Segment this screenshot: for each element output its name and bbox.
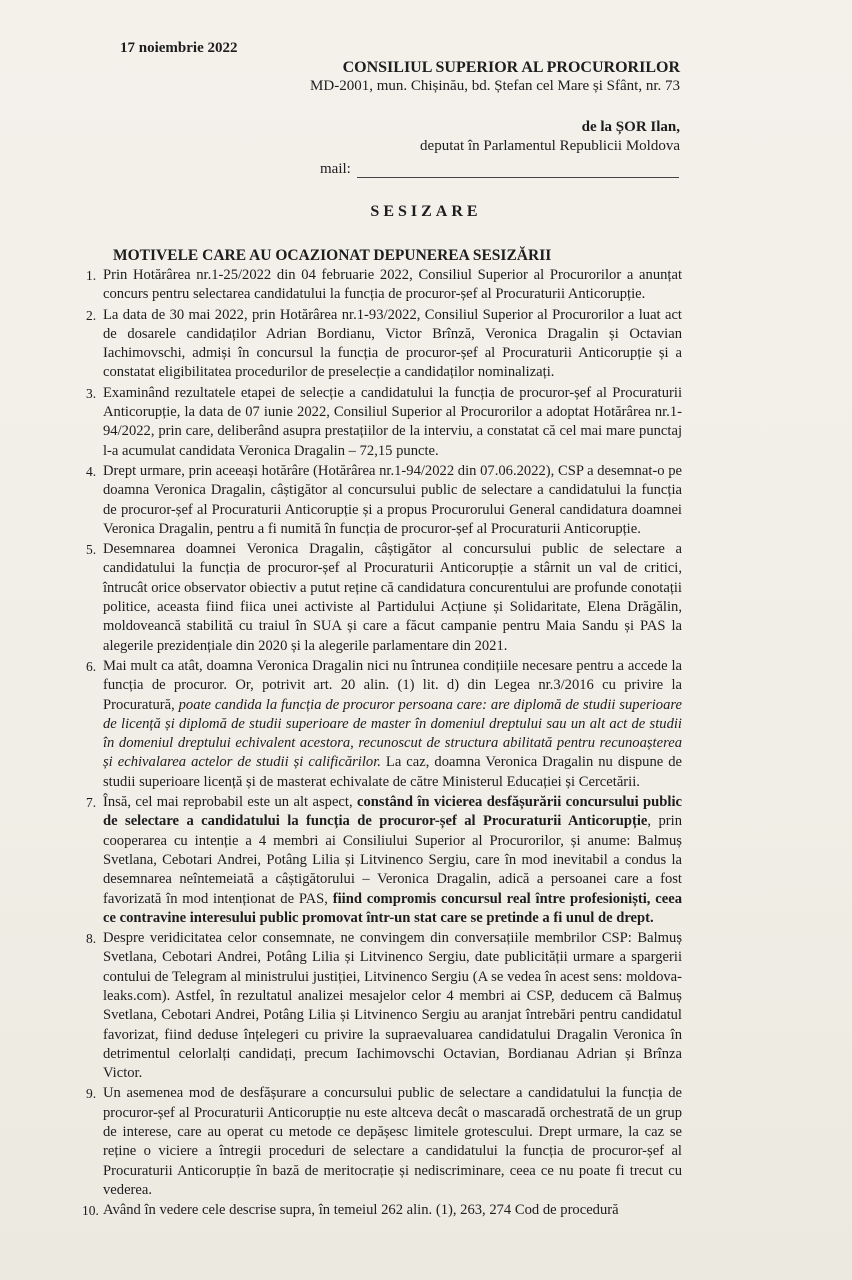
- list-item-number: 9.: [86, 1086, 97, 1102]
- section-title: MOTIVELE CARE AU OCAZIONAT DEPUNEREA SESIZĂRII: [113, 247, 552, 264]
- list-item-number: 3.: [86, 385, 97, 401]
- list-item-text: La caz, doamna Veronica Dragalin nu dispune de studii superioare licență și de masterat echivalate de către Ministerul Educației și Cercetării.: [103, 754, 683, 790]
- list-item: [86, 462, 682, 539]
- sender-block: [420, 118, 680, 156]
- list-item-number: 5.: [86, 542, 97, 558]
- recipient-address: MD-2001, mun. Chișinău, bd. Ștefan cel Mare și Sfânt, nr. 73: [310, 78, 680, 94]
- list-item: [86, 657, 682, 792]
- list-item-number: 4.: [86, 463, 97, 479]
- list-item-number: 6.: [86, 658, 97, 674]
- list-item: [86, 306, 682, 383]
- list-item-number: 7.: [86, 795, 97, 811]
- mail-row: [320, 161, 679, 178]
- list-item-text: Drept urmare, prin aceeași hotărâre (Hotărârea nr.1-94/2022 din 07.06.2022), CSP a desemnat-o pe doamna Veronica Dragalin, câștigător al concursului public de selectare a candidatului la funcția de procuror-șef al Procuraturii Anticorupție și a propus Procurorului General candidatura doamnei Veronica Dragalin, pentru a fi numită în funcția de procuror-șef al Procuraturii Anticorupție.: [103, 462, 682, 537]
- sender-title: deputat în Parlamentul Republicii Moldova: [420, 138, 680, 154]
- recipient-name: CONSILIUL SUPERIOR AL PROCURORILOR: [342, 59, 680, 76]
- list-item: [86, 929, 682, 1083]
- list-item: [86, 1084, 682, 1200]
- numbered-list: [82, 266, 683, 1222]
- list-item: [86, 266, 682, 305]
- list-item: [82, 1201, 682, 1220]
- list-item-number: 10.: [82, 1203, 99, 1219]
- mail-blank-line: [357, 165, 679, 178]
- document-date: 17 noiembrie 2022: [120, 40, 238, 56]
- list-item-text: Despre veridicitatea celor consemnate, ne convingem din conversațiile membrilor CSP: Balmuș Svetlana, Cebotari Andrei, Potâng Lilia și Litvinenco Sergiu, date publicității urmare a spargerii contului de Telegram al ministrului justiției, Litvinenco Sergiu (A se vedea în acest sens: moldova-leaks.com). Astfel, în rezultatul analizei mesajelor celor 4 membri ai CSP, deducem că Balmuș Svetlana, Cebotari Andrei, Potâng Lilia și Litvinenco Sergiu au aranjat întrebări pentru candidatul favorizat, fiind deduse înțelegeri cu privire la supraevaluarea candidatului Dragalin Veronica în detrimentul celorlalți candidați, precum Iachimovschi Octavian, Bordianau Adrian și Brînza Victor.: [103, 930, 682, 1082]
- recipient-block: [310, 58, 680, 96]
- list-item-text: constând în vicierea desfășurării concursului public de selectare a candidatului la funcția de procuror-șef al Procuraturii Anticorupție: [103, 794, 682, 830]
- list-item-text: , prin cooperarea cu intenție a 4 membri ai Consiliului Superior al Procurorilor, și anume: Balmuș Svetlana, Cebotari Andrei, Potâng Lilia și Litvinenco Sergiu, care în mod inevitabil a condus la desemnarea neîntemeiată a câștigătorului – Veronica Dragalin, adică a persoanei care a fost favorizată în mod intenționat de PAS,: [103, 813, 682, 907]
- sender-name: de la ȘOR Ilan,: [581, 119, 680, 135]
- list-item-number: 8.: [86, 931, 97, 947]
- list-item-text: Mai mult ca atât, doamna Veronica Dragalin nici nu întrunea condițiile necesare pentru a accede la funcția de procuror. Or, potrivit art. 20 alin. (1) lit. d) din Legea nr.3/2016 cu privire la Procuratură,: [103, 657, 682, 713]
- list-item: [86, 793, 682, 928]
- list-item-text: Un asemenea mod de desfășurare a concursului public de selectare a candidatului la funcția de procuror-șef al Procuraturii Anticorupție nu este altceva decât o mascaradă orchestrată de un grup de interese, care au operat cu metode ce depășesc limitele grotescului. Drept urmare, la caz se reține o viciere a întregii proceduri de selectare a candidatului la funcția de procuror-șef al Procuraturii Anticorupție în bază de meritocrație și nediscriminare, ceea ce nu poate fi trecut cu vederea.: [103, 1085, 682, 1198]
- mail-label: mail:: [320, 161, 351, 177]
- list-item-number: 1.: [86, 268, 97, 283]
- list-item-text: poate candida la funcția de procuror persoana care: are diplomă de studii superioare de licență și diplomă de studii superioare de master în domeniul dreptului sau un alt act de studii în domeniul dreptului echivalent acestora, recunoscut de structura abilitată pentru recunoașterea și echivalarea actelor de studii și calificărilor.: [103, 696, 682, 771]
- list-item: [86, 384, 682, 461]
- list-item-text: Desemnarea doamnei Veronica Dragalin, câștigător al concursului public de selectare a candidatului la funcția de procuror-șef al Procuraturii Anticorupție a stârnit un val de critici, întrucât orice observator obiectiv a putut reține că candidatura concurentului are profunde conotații politice, aceasta fiind fiica unei activiste al Partidului Acțiune și Solidaritate, Elena Drăgălin, moldoveancă stabilită cu traiul în SUA și care a făcut campanie pentru Maia Sandu și PAS la alegerile prezidențiale din 2020 și la alegerile parlamentare din 2021.: [103, 541, 682, 654]
- list-item-number: 2.: [86, 307, 97, 323]
- list-item-text: La data de 30 mai 2022, prin Hotărârea nr.1-93/2022, Consiliul Superior al Procurorilor a luat act de dosarele candidaților Adrian Bordianu, Victor Brînză, Veronica Dragalin și Octavian Iachimovschi, admiși în concursul la funcția de procuror-șef al Procuraturii Anticorupție și a constatat eligibilitatea procedurilor de preselecție a candidaților nominalizați.: [103, 306, 682, 381]
- list-item: [86, 540, 682, 656]
- list-item-text: fiind compromis concursul real între profesioniști, ceea ce contravine interesului public promovat într-un stat care se pretinde a fi unul de drept.: [103, 890, 682, 926]
- list-item-text: Prin Hotărârea nr.1-25/2022 din 04 februarie 2022, Consiliul Superior al Procurorilor a anunțat concurs pentru selectarea candidatului la funcția de procuror-șef al Procuraturii Anticorupție.: [103, 267, 682, 303]
- list-item-text: Având în vedere cele descrise supra, în temeiul 262 alin. (1), 263, 274 Cod de procedură: [103, 1202, 619, 1219]
- list-item-text: Însă, cel mai reprobabil este un alt aspect,: [103, 794, 358, 811]
- list-item-text: Examinând rezultatele etapei de selecție a candidatului la funcția de procuror-șef al Procuraturii Anticorupție, la data de 07 iunie 2022, Consiliul Superior al Procurorilor a adoptat Hotărârea nr.1-94/2022, prin care, deliberând asupra prestațiilor de la interviu, a constatat că cel mai mare punctaj l-a acumulat candidata Veronica Dragalin – 72,15 puncte.: [103, 384, 682, 459]
- document-title: SESIZARE: [370, 203, 482, 220]
